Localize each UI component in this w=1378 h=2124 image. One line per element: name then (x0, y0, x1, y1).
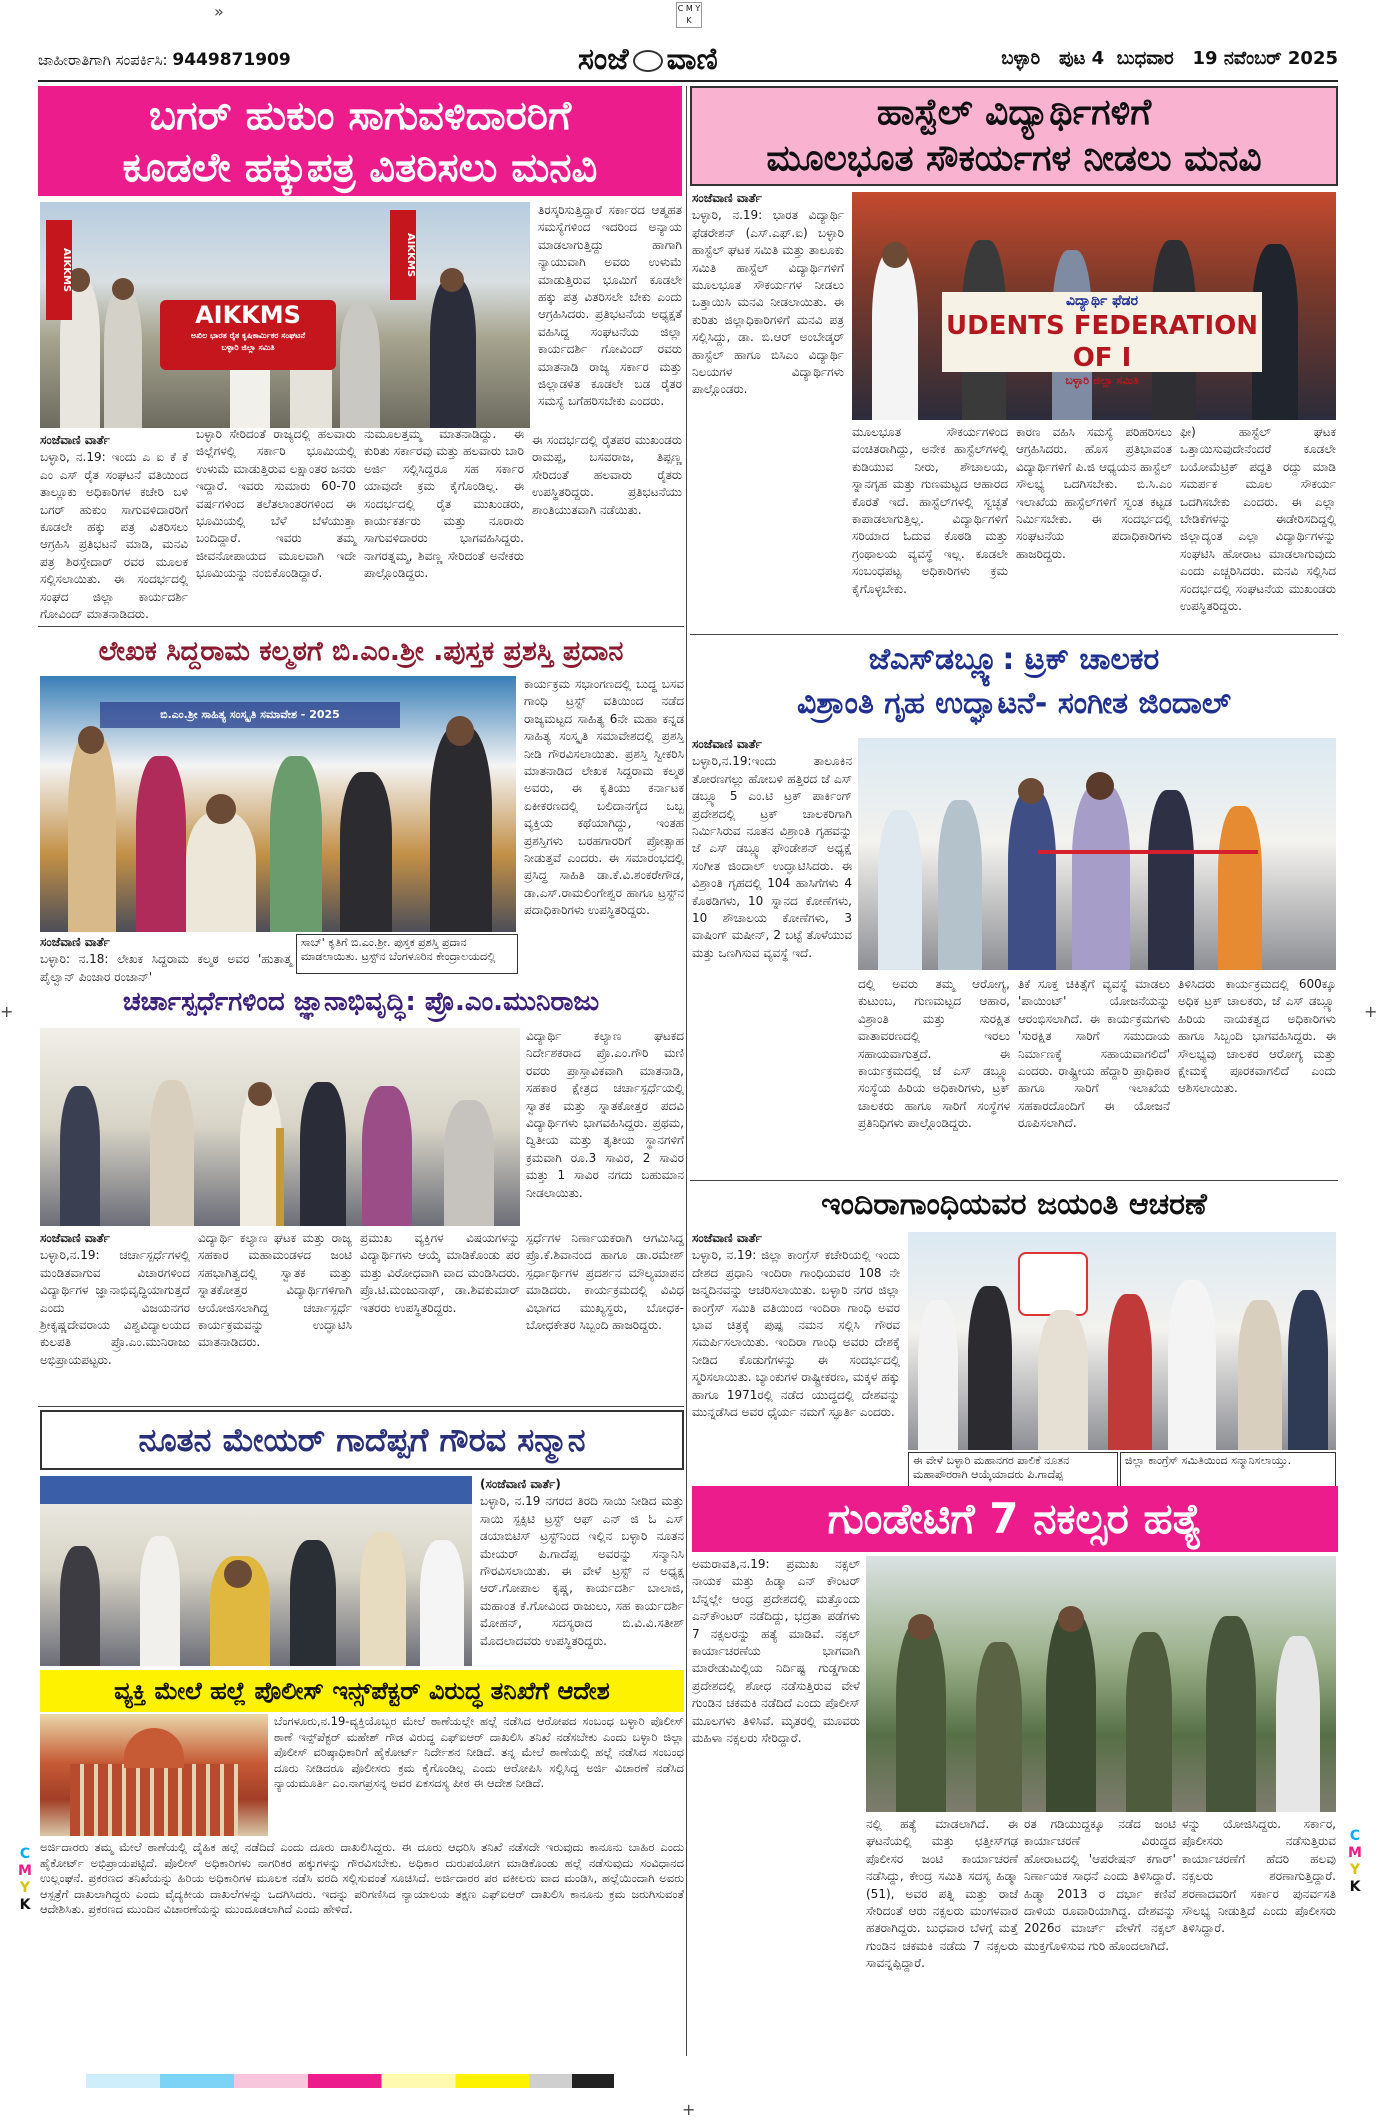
story1-column-4: ಈ ಸಂದರ್ಭದಲ್ಲಿ ರೈತಪರ ಮುಖಂಡರು ರಾಮಪ್ಪ, ಬಸವರಾಜ, ತಿಪ್ಪಣ್ಣ ಸೇರಿದಂತೆ ಹಲವಾರು ರೈತರು ಉಪಸ್ಥಿತರಿದ್ದರು. ಪ್ರತಿಭಟನೆಯು ಶಾಂತಿಯುತವಾಗಿ ನಡೆಯಿತು. (532, 433, 682, 517)
story2-photo (852, 192, 1336, 420)
byline: (ಸಂಜೆವಾಣಿ ವಾರ್ತೆ) (480, 1477, 561, 1491)
masthead (38, 40, 1338, 82)
story4-photo (858, 738, 1336, 970)
story6-caption-right: ಜಿಲ್ಲಾ ಕಾಂಗ್ರೆಸ್ ಸಮಿತಿಯಿಂದ ಸನ್ಮಾನಿಸಲಾಯ್ತು. (1120, 1452, 1336, 1488)
ad-contact-label: ಜಾಹೀರಾತಿಗಾಗಿ ಸಂಪರ್ಕಿಸಿ: (38, 51, 168, 69)
story5-column-right: ವಿದ್ಯಾರ್ಥಿ ಕಲ್ಯಾಣ ಘಟಕದ ನಿರ್ದೇಶಕರಾದ ಪ್ರೊ.ಎಂ.ಗೌರಿ ಮಣಿ ರವರು ಪ್ರಾಸ್ತಾವಿಕವಾಗಿ ಮಾತನಾಡಿ, ಸಹಕಾರ ಕ್ಷೇತ್ರದ ಚರ್ಚಾಸ್ಪರ್ಧೆಯಲ್ಲಿ ಸ್ವಾತಕ ಮತ್ತು ಸ್ನಾತಕೋತ್ತರ ಪದವಿ ವಿದ್ಯಾರ್ಥಿಗಳು ಭಾಗವಹಿಸಿದ್ದರು. ಪ್ರಥಮ, ದ್ವಿತೀಯ ಮತ್ತು ತೃತೀಯ ಸ್ಥಾನಗಳಿಗೆ ಕ್ರಮವಾಗಿ ರೂ.3 ಸಾವಿರ, 2 ಸಾವಿರ ಮತ್ತು 1 ಸಾವಿರ ನಗದು ಬಹುಮಾನ ನೀಡಲಾಯಿತು. (526, 1029, 684, 1200)
story8-headline: ಗುಂಡೇಟಿಗೆ 7 ನಕಲ್ಸರ ಹತ್ಯೆ (692, 1486, 1338, 1552)
congress-logo-icon (1018, 1252, 1088, 1316)
story3-headline: ಲೇಖಕ ಸಿದ್ದರಾಮ ಕಲ್ಮಠಗೆ ಬಿ.ಎಂ.ಶ್ರೀ .ಪುಸ್ತಕ ಪ್ರಶಸ್ತಿ ಪ್ರದಾನ (98, 636, 624, 667)
story4-column-3: ತಿಳಿಸಿದರು ಕಾರ್ಯಕ್ರಮದಲ್ಲಿ 600ಕ್ಕೂ ಅಧಿಕ ಟ್ರಕ್ ಚಾಲಕರು, ಜೆ ಎಸ್ ಡಬ್ಲ್ಯೂ ಹಿರಿಯ ನಾಯಕತ್ವದ ಅಧಿಕಾರಿಗಳು ಹಾಗೂ ಸಿಬ್ಬಂದಿ ಭಾಗವಹಿಸಿದ್ದರು. ಈ ಸೌಲಭ್ಯವು ಚಾಲಕರ ಆರೋಗ್ಯ ಮತ್ತು ಕ್ಷೇಮಕ್ಕೆ ಪೂರಕವಾಗಲಿದೆ ಎಂದು ಆಶಿಸಲಾಯಿತು. (1178, 977, 1336, 1096)
story8-column-2: ನಲ್ಲಿ ಹತ್ಯೆ ಮಾಡಲಾಗಿದೆ. ಈ ಘಟನೆಯಲ್ಲಿ ಮತ್ತು ಛತ್ತೀಸ್‌ಗಢ ಪೊಲೀಸರ ಜಂಟಿ ಕಾರ್ಯಾಚರಣೆ ನಡೆಸಿದ್ದು, ಕೇಂದ್ರ ಸಮಿತಿ ಸದಸ್ಯ ಹಿಡ್ಮಾ (51), ಅವರ ಪತ್ನಿ ಮತ್ತು ರಾಜೆ ಸೇರಿದಂತೆ ಆರು ನಕ್ಸಲರು ಮಂಗಳವಾರ ಹತರಾಗಿದ್ದರು. ಬುಧವಾರ ಬೆಳಗ್ಗೆ ಮತ್ತೆ ಗುಂಡಿನ ಚಕಮಕಿ ನಡೆದು 7 ನಕ್ಸಲರು ಸಾವನ್ನಪ್ಪಿದ್ದಾರೆ. (866, 1817, 1018, 1971)
story8-photo (866, 1556, 1336, 1812)
story4-column-2: ತಿಕೆ ಸೂಕ್ತ ಚಿಕಿತ್ಸೆಗೆ ವ್ಯವಸ್ಥೆ ಮಾಡಲು 'ಪಾಯಿಂಟ್' ಯೋಜನೆಯನ್ನು ಆರಂಭಿಸಲಾಗಿದೆ. ಈ ಕಾರ್ಯಕ್ರಮಗಳು 'ಸುರಕ್ಷಿತ ಸಾರಿಗೆ ಸಮುದಾಯ ನಿರ್ಮಾಣಕ್ಕೆ ಸಹಾಯವಾಗಲಿದೆ' ಎಂದರು. ರಾಷ್ಟ್ರೀಯ ಹೆದ್ದಾರಿ ಪ್ರಾಧಿಕಾರ ಹಾಗೂ ಸಾರಿಗೆ ಇಲಾಖೆಯ ಸಹಕಾರದೊಂದಿಗೆ ಈ ಯೋಜನೆ ರೂಪಿಸಲಾಗಿದೆ. (1018, 977, 1170, 1131)
story6-column (692, 1230, 900, 1480)
story1-column-2: ಬಳ್ಳಾರಿ ಸೇರಿದಂತೆ ರಾಜ್ಯದಲ್ಲಿ ಹಲವಾರು ಜಿಲ್ಲೆಗಳಲ್ಲಿ ಸರ್ಕಾರಿ ಭೂಮಿಯಲ್ಲಿ ಉಳುಮೆ ಮಾಡುತ್ತಿರುವ ಲಕ್ಷಾಂತರ ಜನರು ಇದ್ದಾರೆ. ಇವರು ಸುಮಾರು 60-70 ವರ್ಷಗಳಿಂದ ತಲೆತಲಾಂತರಗಳಿಂದ ಈ ಭೂಮಿಯಲ್ಲಿ ಬೆಳೆ ಬೆಳೆಯುತ್ತಾ ಬಂದಿದ್ದಾರೆ. ಇವರು ತಮ್ಮ ಜೀವನೋಪಾಯದ ಮೂಲವಾಗಿ ಇದೇ ಭೂಮಿಯನ್ನು ನಂಬಿಕೊಂಡಿದ್ದಾರೆ. (196, 427, 356, 581)
aikkms-banner: AIKKMS ಅಖಿಲ ಭಾರತ ರೈತ ಕೃಷಿಕಾರ್ಮಿಕರ ಸಂಘಟನೆ ಬಳ್ಳಾರಿ ಜಿಲ್ಲಾ ಸಮಿತಿ (160, 300, 336, 370)
story6-text: ಬಳ್ಳಾರಿ, ನ.19: ಜಿಲ್ಲಾ ಕಾಂಗ್ರೆಸ್ ಕಚೇರಿಯಲ್ಲಿ ಇಂದು ದೇಶದ ಪ್ರಧಾನಿ ಇಂದಿರಾ ಗಾಂಧಿಯವರ 108 ನೇ ಜನ್ಮದಿನವನ್ನು ಆಚರಿಸಲಾಯಿತು. ಬಳ್ಳಾರಿ ನಗರ ಜಿಲ್ಲಾ ಕಾಂಗ್ರೆಸ್ ಸಮಿತಿ ವತಿಯಿಂದ ಇಂದಿರಾ ಗಾಂಧಿ ಅವರ ಭಾವ ಚಿತ್ರಕ್ಕೆ ಪುಷ್ಪ ನಮನ ಸಲ್ಲಿಸಿ ಗೌರವ ಸಮರ್ಪಿಸಲಾಯಿತು. ಇಂದಿರಾ ಗಾಂಧಿ ಅವರು ದೇಶಕ್ಕೆ ನೀಡಿದ ಕೊಡುಗೆಗಳನ್ನು ಈ ಸಂದರ್ಭದಲ್ಲಿ ಸ್ಮರಿಸಲಾಯಿತು. ಬ್ಯಾಂಕುಗಳ ರಾಷ್ಟ್ರೀಕರಣ, ಮಕ್ಕಳ ಹಕ್ಕು ಹಾಗೂ 1971ರಲ್ಲಿ ನಡೆದ ಯುದ್ಧದಲ್ಲಿ ದೇಶವನ್ನು ಮುನ್ನಡೆಸಿದ ಅವರ ಧೈರ್ಯ ನಮಗೆ ಸ್ಫೂರ್ತಿ ಎಂದರು. (692, 1248, 900, 1420)
crop-mark-icon: + (1364, 1002, 1378, 1021)
byline: ಸಂಜೆವಾಣಿ ವಾರ್ತೆ (40, 433, 110, 447)
dome-icon (124, 1728, 184, 1768)
story5-column-3: ಪ್ರಮುಖ ವ್ಯಕ್ತಿಗಳ ವಿಷಯಗಳನ್ನು ವಿದ್ಯಾರ್ಥಿಗಳು ಆಯ್ಕೆ ಮಾಡಿಕೊಂಡು ಪರ ಮತ್ತು ವಿರೋಧವಾಗಿ ವಾದ ಮಂಡಿಸಿದರು. ಪ್ರೊ.ಟಿ.ಮಂಜುನಾಥ್, ಡಾ.ಶಿವಕುಮಾರ್ ಇತರರು ಉಪಸ್ಥಿತರಿದ್ದರು. (360, 1231, 520, 1315)
story3-photo (40, 676, 516, 932)
story2-column-1: ಮೂಲಭೂತ ಸೌಕರ್ಯಗಳಿಂದ ವಂಚಿತರಾಗಿದ್ದು, ಅನೇಕ ಹಾಸ್ಟೆಲ್‌ಗಳಲ್ಲಿ ಕುಡಿಯುವ ನೀರು, ಶೌಚಾಲಯ, ಸ್ನಾನಗೃಹ ಮತ್ತು ಗುಣಮಟ್ಟದ ಆಹಾರದ ಕೊರತೆ ಇದೆ. ಹಾಸ್ಟೆಲ್‌ಗಳಲ್ಲಿ ಸ್ವಚ್ಛತೆ ಕಾಪಾಡಲಾಗುತ್ತಿಲ್ಲ. ವಿದ್ಯಾರ್ಥಿಗಳಿಗೆ ಸರಿಯಾದ ಓದುವ ಕೊಠಡಿ ಮತ್ತು ಗ್ರಂಥಾಲಯ ವ್ಯವಸ್ಥೆ ಇಲ್ಲ. ಕೂಡಲೇ ಸಂಬಂಧಪಟ್ಟ ಅಧಿಕಾರಿಗಳು ಕ್ರಮ ಕೈಗೊಳ್ಳಬೇಕು. (852, 425, 1008, 596)
story7-headline: ನೂತನ ಮೇಯರ್ ಗಾದೆಪ್ಪಗೆ ಗೌರವ ಸನ್ಮಾನ (40, 1410, 684, 1470)
issue-day: ಬುಧವಾರ (1116, 48, 1174, 69)
section-divider (38, 626, 684, 627)
city: ಬಳ್ಳಾರಿ (1001, 48, 1041, 69)
stage-banner (40, 1476, 472, 1504)
story8-column-4: ಳನ್ನು ಯೋಜಿಸಿದ್ದರು. ಸರ್ಕಾರ, ಪೊಲೀಸರು ನಡೆಸುತ್ತಿರುವ ಕಾರ್ಯಾಚರಣೆಗೆ ಹೆದರಿ ಹಲವು ನಕ್ಸಲರು ಶರಣಾಗುತ್ತಿದ್ದಾರೆ. ಶರಣಾದವರಿಗೆ ಸರ್ಕಾರ ಪುನರ್ವಸತಿ ಸೌಲಭ್ಯ ನೀಡುತ್ತಿದೆ ಎಂದು ಪೊಲೀಸರು ತಿಳಿಸಿದ್ದಾರೆ. (1182, 1817, 1336, 1936)
aikkms-placard: AIKKMS (390, 210, 416, 300)
story4-column-left (692, 736, 852, 1176)
story8-column-3: ರತ ಗಡಿಯುದ್ದಕ್ಕೂ ನಡೆದ ಜಂಟಿ ಕಾರ್ಯಾಚರಣೆ ವಿರುದ್ಧದ ಹೋರಾಟದಲ್ಲಿ 'ಆಪರೇಷನ್ ಕಗಾರ್' ನಿರ್ಣಾಯಕ ಸಾಧನೆ ಎಂದು ತಿಳಿಸಿದ್ದಾರೆ. ಹಿಡ್ಮಾ 2013 ರ ದರ್ಭಾ ಕಣಿವೆ ದಾಳಿಯ ರೂವಾರಿಯಾಗಿದ್ದ. ದೇಶವನ್ನು 2026ರ ಮಾರ್ಚ್ ವೇಳೆಗೆ ನಕ್ಸಲ್ ಮುಕ್ತಗೊಳಿಸುವ ಗುರಿ ಹೊಂದಲಾಗಿದೆ. (1024, 1817, 1176, 1953)
byline: ಸಂಜೆವಾಣಿ ವಾರ್ತೆ (40, 935, 110, 949)
cmyk-color-patch: C M Y K (676, 2, 702, 28)
story5-column-4: ಸ್ಪರ್ಧೆಗಳ ನಿರ್ಣಾಯಕರಾಗಿ ಆಗಮಿಸಿದ್ದ ಪ್ರೊ.ಕೆ.ಶಿವಾನಂದ ಹಾಗೂ ಡಾ.ರಮೇಶ್ ಸ್ಪರ್ಧಾರ್ಥಿಗಳ ಪ್ರದರ್ಶನ ಮೌಲ್ಯಮಾಪನ ಮಾಡಿದರು. ಕಾರ್ಯಕ್ರಮದಲ್ಲಿ ವಿವಿಧ ವಿಭಾಗದ ಮುಖ್ಯಸ್ಥರು, ಬೋಧಕ-ಬೋಧಕೇತರ ಸಿಬ್ಬಂದಿ ಹಾಜರಿದ್ದರು. (526, 1231, 684, 1333)
story6-photo (908, 1232, 1336, 1450)
story6-caption-left: ಈ ವೇಳೆ ಬಳ್ಳಾರಿ ಮಹಾನಗರ ಪಾಲಿಕೆ ನೂತನ ಮಹಾಪೌರರಾಗಿ ಆಯ್ಕೆಯಾದರು ಪಿ.ಗಾದೆಪ್ಪ (908, 1452, 1118, 1488)
byline: ಸಂಜೆವಾಣಿ ವಾರ್ತೆ (692, 737, 762, 751)
story1-column-1 (40, 432, 188, 622)
column-divider (686, 86, 687, 2056)
story9-headline: ವ್ಯಕ್ತಿ ಮೇಲೆ ಹಲ್ಲೆ ಪೊಲೀಸ್ ಇನ್ಸ್‌ಪೆಕ್ಟರ್ ವಿರುದ್ಧ ತನಿಖೆಗೆ ಆದೇಶ (40, 1670, 684, 1712)
crop-mark-icon: + (0, 1002, 14, 1021)
sfi-banner: ವಿದ್ಯಾರ್ಥಿ ಫೆಡರ UDENTS FEDERATION OF I ಬಳ್ಳಾರಿ ಜಿಲ್ಲಾ ಸಮಿತಿ (942, 292, 1262, 372)
story7-text: ಬಳ್ಳಾರಿ, ನ.19 ನಗರದ ತಿರದಿ ಸಾಯಿ ನೀಡಿದ ಮತ್ತು ಸಾಯಿ ಸ್ಪಕ್ಸಿಟಿ ಟ್ರಸ್ಟ್ ಆಫ್ ಎನ್ ಜಿ ಓ ಎಸ್ ಡಯಾಬಿಟಿಸ್ ಟ್ರಸ್ಟ್‌ನಿಂದ ಇಲ್ಲಿನ ಬಳ್ಳಾರಿ ನೂತನ ಮೇಯರ್ ಪಿ.ಗಾದೆಪ್ಪ ಅವರನ್ನು ಸನ್ಮಾನಿಸಿ ಗೌರವಿಸಲಾಯಿತು. ಈ ವೇಳೆ ಟ್ರಸ್ಟ್ ನ ಅಧ್ಯಕ್ಷ ಆರ್.ಗೋಪಾಲ ಕೃಷ್ಣ, ಕಾರ್ಯದರ್ಶಿ ಬಾಲಾಜಿ, ಮಹಾಂತ ಕೆ.ಗೋವಿಂದ ರಾಜುಲು, ಸಹ ಕಾರ್ಯದರ್ಶಿ ಮೋಹನ್, ಸದಸ್ಯರಾದ ಬಿ.ವಿ.ವಿ.ಸತೀಶ್ ಮೊದಲಾದವರು ಉಪಸ್ಥಿತರಿದ್ದರು. (480, 1494, 684, 1648)
story5-column-1 (40, 1230, 190, 1404)
cmyk-side-marks-left: C M Y K (18, 1846, 32, 1913)
story1-text-1: ಬಳ್ಳಾರಿ, ನ.19: ಇಂದು ಎ ಐ ಕೆ ಕೆ ಎಂ ಎಸ್ ರೈತ ಸಂಘಟನೆ ವತಿಯಿಂದ ತಾಲ್ಲೂಕು ಅಧಿಕಾರಿಗಳ ಕಚೇರಿ ಬಳಿ ಬಗರ್ ಹುಕುಂ ಸಾಗುವಳಿದಾರರಿಗೆ ಕೂಡಲೇ ಹಕ್ಕು ಪತ್ರ ವಿತರಿಸಲು ಆಗ್ರಹಿಸಿ ಪ್ರತಿಭಟನೆ ಮಾಡಿ, ಮನವಿ ಪತ್ರ ಶಿರಸ್ತೇದಾರ್ ರವರ ಮೂಲಕ ಸಲ್ಲಿಸಲಾಯಿತು. ಈ ಸಂದರ್ಭದಲ್ಲಿ ಸಂಘದ ಜಿಲ್ಲಾ ಕಾರ್ಯದರ್ಶಿ ಗೋವಿಂದ್ ಮಾತನಾಡಿದರು. (40, 450, 188, 622)
story2-text-left: ಬಳ್ಳಾರಿ, ನ.19: ಭಾರತ ವಿದ್ಯಾರ್ಥಿ ಫೆಡರೇಶನ್ (ಎಸ್.ಎಫ್.ಐ) ಬಳ್ಳಾರಿ ಹಾಸ್ಟೆಲ್ ಘಟಕ ಸಮಿತಿ ಮತ್ತು ತಾಲೂಕು ಸಮಿತಿ ಹಾಸ್ಟೆಲ್ ವಿದ್ಯಾರ್ಥಿಗಳಿಗೆ ಮೂಲಭೂತ ಸೌಕರ್ಯಗಳ ನೀಡಲು ಒತ್ತಾಯಿಸಿ ಮನವಿ ನೀಡಲಾಯಿತು. ಈ ಕುರಿತು ಜಿಲ್ಲಾಧಿಕಾರಿಗಳಿಗೆ ಮನವಿ ಪತ್ರ ಸಲ್ಲಿಸಿದ್ದು, ಡಾ. ಬಿ.ಆರ್ ಅಂಬೇಡ್ಕರ್ ಹಾಸ್ಟೆಲ್ ಹಾಗೂ ಬಿಸಿಎಂ ವಿದ್ಯಾರ್ಥಿ ನಿಲಯಗಳ ವಿದ್ಯಾರ್ಥಿಗಳು ಪಾಲ್ಗೊಂಡರು. (692, 208, 844, 397)
story5-column-2: ವಿದ್ಯಾರ್ಥಿ ಕಲ್ಯಾಣ ಘಟಕ ಮತ್ತು ರಾಜ್ಯ ಸಹಕಾರ ಮಹಾಮಂಡಳದ ಜಂಟಿ ಸಹಭಾಗಿತ್ವದಲ್ಲಿ ಸ್ವಾತಕ ಮತ್ತು ಸ್ನಾತಕೋತ್ತರ ವಿದ್ಯಾರ್ಥಿಗಳಿಗಾಗಿ ಆಯೋಜಿಸಲಾಗಿದ್ದ ಚರ್ಚಾಸ್ಪರ್ಧೆ ಕಾರ್ಯಕ್ರಮವನ್ನು ಉದ್ಘಾಟಿಸಿ ಮಾತನಾಡಿದರು. (198, 1231, 352, 1350)
ad-contact (38, 50, 291, 70)
logo-text-right: ವಾಣಿ (666, 42, 718, 77)
cmyk-side-marks-right: C M Y K (1348, 1828, 1362, 1895)
story7-column (480, 1476, 684, 1660)
story3-caption-right: ಸಾಬ್' ಕೃತಿಗೆ ಬಿ.ಎಂ.ಶ್ರೀ. ಪುಸ್ತಕ ಪ್ರಶಸ್ತಿ ಪ್ರದಾನ ಮಾಡಲಾಯಿತು. ಟ್ರಸ್ಟ್‌ನ ಬೆಂಗಳೂರಿನ ಕೇಂದ್ರಾಲಯದಲ್ಲಿ (296, 934, 518, 974)
section-divider (690, 634, 1338, 635)
color-calibration-bar (86, 2074, 614, 2088)
story9-column-top: ಬೆಂಗಳೂರು,ನ.19-ವ್ಯಕ್ತಿಯೊಬ್ಬರ ಮೇಲೆ ಠಾಣೆಯಲ್ಲೇ ಹಲ್ಲೆ ನಡೆಸಿದ ಆರೋಪದ ಸಂಬಂಧ ಬಳ್ಳಾರಿ ಪೊಲೀಸ್ ಠಾಣೆ ಇನ್ಸ್‌ಪೆಕ್ಟರ್ ಮಹೇಶ್ ಗೌಡ ವಿರುದ್ಧ ಎಫ್‌ಐಆರ್ ದಾಖಲಿಸಿ ತನಿಖೆ ನಡೆಸಬೇಕು ಎಂದು ಬಳ್ಳಾರಿ ಜಿಲ್ಲಾ ಪೊಲೀಸ್ ವರಿಷ್ಠಾಧಿಕಾರಿಗೆ ಹೈಕೋರ್ಟ್ ನಿರ್ದೇಶನ ನೀಡಿದೆ. ತನ್ನ ಮೇಲೆ ಠಾಣೆಯಲ್ಲಿ ಹಲ್ಲೆ ನಡೆಸಿದ ಸಂಬಂಧ ದೂರು ನೀಡಿದರೂ ಪೊಲೀಸರು ಕ್ರಮ ಕೈಗೊಂಡಿಲ್ಲ ಎಂದು ಆರೋಪಿಸಿ ಸಲ್ಲಿಸಿದ್ದ ಅರ್ಜಿ ವಿಚಾರಣೆ ನಡೆಸಿದ ನ್ಯಾಯಮೂರ್ತಿ ಎಂ.ನಾಗಪ್ರಸನ್ನ ಅವರ ಏಕಸದಸ್ಯ ಪೀಠ ಈ ಆದೇಶ ನೀಡಿದೆ. (274, 1714, 684, 1790)
story1-headline: ಬಗರ್ ಹುಕುಂ ಸಾಗುವಳಿದಾರರಿಗೆ ಕೂಡಲೇ ಹಕ್ಕುಪತ್ರ ವಿತರಿಸಲು ಮನವಿ (38, 86, 682, 196)
ad-contact-number: 9449871909 (172, 50, 291, 70)
arrow-icon: » (214, 2, 224, 21)
story5-headline: ಚರ್ಚಾಸ್ಪರ್ಧೆಗಳಿಂದ ಜ್ಞಾನಾಭಿವೃದ್ಧಿ: ಪ್ರೊ.ಎಂ.ಮುನಿರಾಜು (122, 987, 600, 1017)
section-divider (38, 1406, 684, 1407)
issue-info (1001, 48, 1338, 69)
story2-column-left (692, 190, 844, 630)
story3-column: ಕಾರ್ಯಕ್ರಮ ಸಭಾಂಗಣದಲ್ಲಿ ಬುದ್ಧ ಬಸವ ಗಾಂಧಿ ಟ್ರಸ್ಟ್ ವತಿಯಿಂದ ನಡೆದ ರಾಜ್ಯಮಟ್ಟದ ಸಾಹಿತ್ಯ 6ನೇ ಮಹಾ ಕನ್ನಡ ಸಾಹಿತ್ಯ ಸಂಸ್ಕೃತಿ ಸಮಾವೇಶದಲ್ಲಿ ಪ್ರಶಸ್ತಿ ನೀಡಿ ಗೌರವಿಸಲಾಯಿತು. ಪ್ರಶಸ್ತಿ ಸ್ವೀಕರಿಸಿ ಮಾತನಾಡಿದ ಲೇಖಕ ಸಿದ್ದರಾಮ ಕಲ್ಮಠ ಅವರು, ಈ ಕೃತಿಯು ಕರ್ನಾಟಕ ಏಕೀಕರಣದಲ್ಲಿ ಬಲಿದಾನಗೈದ ಒಬ್ಬ ವ್ಯಕ್ತಿಯ ಕಥೆಯಾಗಿದ್ದು, ಇಂತಹ ಪ್ರಶಸ್ತಿಗಳು ಬರಹಗಾರರಿಗೆ ಪ್ರೋತ್ಸಾಹ ನೀಡುತ್ತವೆ ಎಂದರು. ಈ ಸಮಾರಂಭದಲ್ಲಿ ಪ್ರಸಿದ್ಧ ಸಾಹಿತಿ ಡಾ.ಕೆ.ವಿ.ಶಂಕರೇಗೌಡ, ಡಾ.ಎಸ್.ರಾಮಲಿಂಗೇಶ್ವರ ಹಾಗೂ ಟ್ರಸ್ಟ್‌ನ ಪದಾಧಿಕಾರಿಗಳು ಉಪಸ್ಥಿತರಿದ್ದರು. (524, 677, 684, 918)
story4-text-left: ಬಳ್ಳಾರಿ,ನ.19:ಇಂದು ತಾಲೂಕಿನ ತೋರಣಗಲ್ಲು ಹೋಬಳಿ ಹತ್ತಿರದ ಜೆ ಎಸ್ ಡಬ್ಲ್ಯೂ 5 ಎಂ.ಟಿ ಟ್ರಕ್ ಪಾರ್ಕಿಂಗ್ ಪ್ರದೇಶದಲ್ಲಿ ಟ್ರಕ್ ಚಾಲಕರಿಗಾಗಿ ನಿರ್ಮಿಸಿರುವ ನೂತನ ವಿಶ್ರಾಂತಿ ಗೃಹವನ್ನು ಜೆ ಎಸ್ ಡಬ್ಲ್ಯೂ ಫೌಂಡೇಶನ್ ಅಧ್ಯಕ್ಷೆ ಸಂಗೀತ ಜಿಂದಾಲ್ ಉದ್ಘಾಟಿಸಿದರು. ಈ ವಿಶ್ರಾಂತಿ ಗೃಹದಲ್ಲಿ 104 ಹಾಸಿಗೆಗಳು 4 ಕೊಠಡಿಗಳು, 10 ಸ್ನಾನದ ಕೋಣೆಗಳು, 10 ಶೌಚಾಲಯ ಕೋಣೆಗಳು, 3 ವಾಷಿಂಗ್ ಮಷೀನ್, 2 ಬಟ್ಟೆ ತೊಳೆಯುವ ಮತ್ತು ಒಣಗಿಸುವ ವ್ಯವಸ್ಥೆ ಇದೆ. (692, 754, 852, 960)
story4-column-1: ದಲ್ಲಿ ಅವರು ತಮ್ಮ ಆರೋಗ್ಯ, ಕುಟುಂಬ, ಗುಣಮಟ್ಟದ ಆಹಾರ, ವಿಶ್ರಾಂತಿ ಮತ್ತು ಸುರಕ್ಷಿತ ವಾತಾವರಣದಲ್ಲಿ ಇರಲು ಸಹಾಯವಾಗುತ್ತದೆ. ಈ ಕಾರ್ಯಕ್ರಮದಲ್ಲಿ ಜೆ ಎಸ್ ಡಬ್ಲ್ಯೂ ಸಂಸ್ಥೆಯ ಹಿರಿಯ ಅಧಿಕಾರಿಗಳು, ಟ್ರಕ್ ಚಾಲಕರು ಹಾಗೂ ಸಾರಿಗೆ ಸಂಸ್ಥೆಗಳ ಪ್ರತಿನಿಧಿಗಳು ಪಾಲ್ಗೊಂಡಿದ್ದರು. (858, 977, 1010, 1131)
ribbon (1038, 850, 1258, 854)
story9-photo (40, 1714, 268, 1836)
event-backdrop-banner: ಬಿ.ಎಂ.ಶ್ರೀ ಸಾಹಿತ್ಯ ಸಂಸ್ಕೃತಿ ಸಮಾವೇಶ - 2025 (100, 702, 400, 728)
page-number: ಪುಟ 4 (1058, 48, 1105, 69)
story2-column-2: ಕಾರಣ ವಹಿಸಿ ಸಮಸ್ಯೆ ಪರಿಹರಿಸಲು ಆಗ್ರಹಿಸಿದರು. ಹೊಸ ಪ್ರತಿಭಾವಂತ ವಿದ್ಯಾರ್ಥಿಗಳಿಗೆ ಪಿ.ಜಿ ಆಧ್ಯಯನ ಹಾಸ್ಟೆಲ್ ಸೌಲಭ್ಯ ಒದಗಿಸಬೇಕು. ಬಿ.ಸಿ.ಎಂ ಇಲಾಖೆಯ ಹಾಸ್ಟೆಲ್‌ಗಳಿಗೆ ಸ್ವಂತ ಕಟ್ಟಡ ನಿರ್ಮಿಸಬೇಕು. ಈ ಸಂದರ್ಭದಲ್ಲಿ ಸಂಘಟನೆಯ ಪದಾಧಿಕಾರಿಗಳು ಹಾಜರಿದ್ದರು. (1016, 425, 1172, 561)
court-building (70, 1764, 238, 1836)
story3-caption-text: ಬಳ್ಳಾರಿ: ನ.18: ಲೇಖಕ ಸಿದ್ದರಾಮ ಕಲ್ಮಠ ಅವರ 'ಹುತಾತ್ಮ ಪೈಲ್ವಾನ್ ಪಿಂಜಾರ ರಂಜಾನ್' (40, 952, 292, 984)
byline: ಸಂಜೆವಾಣಿ ವಾರ್ತೆ (692, 191, 762, 205)
story3-caption-left (40, 934, 292, 984)
lamp-icon (276, 1128, 284, 1226)
globe-icon (633, 50, 663, 72)
story6-headline: ಇಂದಿರಾಗಾಂಧಿಯವರ ಜಯಂತಿ ಆಚರಣೆ (821, 1187, 1207, 1222)
section-divider (690, 1180, 1338, 1181)
byline: ಸಂಜೆವಾಣಿ ವಾರ್ತೆ (40, 1231, 110, 1245)
story1-column-right: ತಿರಸ್ಕರಿಸುತ್ತಿದ್ದಾರೆ ಸರ್ಕಾರದ ಆತ್ಮಹತ ಸಮಸ್ಯೆಗಳಿಂದ ಇದರಿಂದ ಅನ್ಯಾಯ ಮಾಡಲಾಗುತ್ತಿದ್ದು ಹಾಗಾಗಿ ನ್ಯಾಯುವಾಗಿ ಅವರು ಉಳುಮೆ ಮಾಡುತ್ತಿರುವ ಭೂಮಿಗೆ ಕೂಡಲೇ ಹಕ್ಕು ಪತ್ರ ವಿತರಿಸಲೇ ಬೇಕು ಎಂದು ಆಗ್ರಹಿಸಿದರು. ಪ್ರತಿಭಟನೆಯ ಅಧ್ಯಕ್ಷತೆ ವಹಿಸಿದ್ದ ಸಂಘಟನೆಯ ಜಿಲ್ಲಾ ಕಾರ್ಯದರ್ಶಿ ಗೋವಿಂದ್ ರವರು ಮಾತನಾಡಿ ರಾಜ್ಯ ಸರ್ಕಾರ ಮತ್ತು ಜಿಲ್ಲಾಡಳಿತ ಕೂಡಲೇ ಬಡ ರೈತರ ಸಮಸ್ಯೆ ಬಗೆಹರಿಸಬೇಕು ಎಂದರು. (538, 203, 682, 409)
story5-text-1: ಬಳ್ಳಾರಿ,ನ.19: ಚರ್ಚಾಸ್ಪರ್ಧೆಗಳಲ್ಲಿ ಮಂಡಿತವಾಗುವ ವಿಚಾರಗಳಿಂದ ವಿದ್ಯಾರ್ಥಿಗಳ ಜ್ಞಾನಾಭಿವೃದ್ಧಿಯಾಗುತ್ತದೆ ಎಂದು ವಿಜಯನಗರ ಶ್ರೀಕೃಷ್ಣದೇವರಾಯ ವಿಶ್ವವಿದ್ಯಾಲಯದ ಕುಲಪತಿ ಪ್ರೊ.ಎಂ.ಮುನಿರಾಜು ಅಭಿಪ್ರಾಯಪಟ್ಟರು. (40, 1248, 190, 1367)
story8-column-1: ಅಮರಾವತಿ,ನ.19: ಪ್ರಮುಖ ನಕ್ಸಲ್ ನಾಯಕ ಮತ್ತು ಹಿಡ್ಮಾ ಎನ್ ಕೌಂಟರ್ ಬೆನ್ನಲ್ಲೇ ಆಂಧ್ರ ಪ್ರದೇಶದಲ್ಲಿ ಮತ್ತೊಂದು ಎನ್‌ಕೌಂಟರ್ ನಡೆದಿದ್ದು, ಭದ್ರತಾ ಪಡೆಗಳು 7 ನಕ್ಸಲರನ್ನು ಹತ್ಯೆ ಮಾಡಿವೆ. ನಕ್ಸಲ್ ಕಾರ್ಯಾಚರಣೆಯ ಭಾಗವಾಗಿ ಮಾರೇಡುಮಿಲ್ಲಿಯ ನಿರ್ದಿಷ್ಟ ಗುಡ್ಡಗಾಡು ಪ್ರದೇಶದಲ್ಲಿ ಶೋಧ ನಡೆಸುತ್ತಿರುವ ವೇಳೆ ಗುಂಡಿನ ಚಕಮಕಿ ನಡೆದಿದೆ ಎಂದು ಪೊಲೀಸ್ ಮೂಲಗಳು ತಿಳಿಸಿವೆ. ಮೃತರಲ್ಲಿ ಮೂವರು ಮಹಿಳಾ ನಕ್ಸಲರು ಸೇರಿದ್ದಾರೆ. (692, 1557, 860, 1746)
story1-photo (40, 202, 530, 428)
story9-column-bottom: ಅರ್ಜಿದಾರರು ತಮ್ಮ ಮೇಲೆ ಠಾಣೆಯಲ್ಲಿ ದೈಹಿಕ ಹಲ್ಲೆ ನಡೆದಿದೆ ಎಂದು ದೂರು ದಾಖಲಿಸಿದ್ದರು. ಈ ದೂರು ಆಧರಿಸಿ ತನಿಖೆ ನಡೆಸದೇ ಇರುವುದು ಕಾನೂನು ಬಾಹಿರ ಎಂದು ಹೈಕೋರ್ಟ್ ಅಭಿಪ್ರಾಯಪಟ್ಟಿದೆ. ಪೊಲೀಸ್ ಅಧಿಕಾರಿಗಳು ನಾಗರಿಕರ ಹಕ್ಕುಗಳನ್ನು ಗೌರವಿಸಬೇಕು. ಅಧಿಕಾರ ದುರುಪಯೋಗ ಮಾಡಿಕೊಂಡು ಹಲ್ಲೆ ನಡೆಸುವುದು ಸಂವಿಧಾನದ ಉಲ್ಲಂಘನೆ. ಪ್ರಕರಣದ ತನಿಖೆಯನ್ನು ಹಿರಿಯ ಅಧಿಕಾರಿಗಳ ಮೂಲಕ ನಡೆಸಿ ವರದಿ ಸಲ್ಲಿಸುವಂತೆ ಸೂಚಿಸಿದೆ. ಅರ್ಜಿದಾರರ ಪರ ವಕೀಲರು ವಾದ ಮಂಡಿಸಿ, ಹಲ್ಲೆಯಿಂದಾಗಿ ಅವರು ಆಸ್ಪತ್ರೆಗೆ ದಾಖಲಾಗಿದ್ದರು ಎಂದು ವೈದ್ಯಕೀಯ ದಾಖಲೆಗಳನ್ನು ಒದಗಿಸಿದರು. ಇದನ್ನು ಪರಿಗಣಿಸಿದ ನ್ಯಾಯಾಲಯ ತಕ್ಷಣ ಎಫ್‌ಐಆರ್ ದಾಖಲಿಸಿ ಕಾನೂನು ಕ್ರಮ ಜರುಗಿಸುವಂತೆ ಆದೇಶಿಸಿತು. ಪ್ರಕರಣದ ಮುಂದಿನ ವಿಚಾರಣೆಯನ್ನು ಮುಂದೂಡಲಾಗಿದೆ ಎಂದು ಹೇಳಿದೆ. (40, 1840, 684, 1916)
story7-photo (40, 1476, 472, 1666)
story4-headline: ಜೆಎಸ್‌ಡಬ್ಲ್ಯೂ: ಟ್ರಕ್ ಚಾಲಕರ ವಿಶ್ರಾಂತಿ ಗೃಹ ಉದ್ಘಾಟನೆ- ಸಂಗೀತ ಜಿಂದಾಲ್ (796, 642, 1232, 721)
story2-headline: ಹಾಸ್ಟೆಲ್ ವಿದ್ಯಾರ್ಥಿಗಳಿಗೆ ಮೂಲಭೂತ ಸೌಕರ್ಯಗಳ ನೀಡಲು ಮನವಿ (690, 86, 1338, 186)
issue-date: 19 ನವೆಂಬರ್ 2025 (1192, 48, 1338, 69)
byline: ಸಂಜೆವಾಣಿ ವಾರ್ತೆ (692, 1231, 762, 1245)
crop-mark-icon: + (682, 2100, 696, 2119)
aikkms-placard: AIKKMS (46, 220, 72, 320)
story1-column-3: ನುಮೂಲತ್ತಮ್ಮ ಮಾತನಾಡಿದ್ದು. ಈ ಕುರಿತು ಸರ್ಕಾರವು ಮತ್ತು ಹಲವಾರು ಬಾರಿ ಅರ್ಜಿ ಸಲ್ಲಿಸಿದ್ದರೂ ಸಹ ಸರ್ಕಾರ ಯಾವುದೇ ಕ್ರಮ ಕೈಗೊಂಡಿಲ್ಲ. ಈ ಸಂದರ್ಭದಲ್ಲಿ ರೈತ ಮುಖಂಡರು, ಕಾರ್ಯಕರ್ತರು ಮತ್ತು ನೂರಾರು ಸಾಗುವಳಿದಾರರು ಭಾಗವಹಿಸಿದ್ದರು. ನಾಗರತ್ನಮ್ಮ, ಶಿವಣ್ಣ ಸೇರಿದಂತೆ ಅನೇಕರು ಪಾಲ್ಗೊಂಡಿದ್ದರು. (364, 427, 524, 581)
story5-photo (40, 1028, 520, 1226)
story2-column-3: ಫೀ) ಹಾಸ್ಟೆಲ್ ಘಟಕ ಒತ್ತಾಯಿಸುವುದೇನೆಂದರೆ ಕೂಡಲೇ ಬಯೋಮೆಟ್ರಿಕ್ ಪದ್ದತಿ ರದ್ದು ಮಾಡಿ ಸಮರ್ಪಕ ಮೂಲ ಸೌಕರ್ಯ ಒದಗಿಸಬೇಕು ಎಂದರು. ಈ ಎಲ್ಲಾ ಬೇಡಿಕೆಗಳನ್ನು ಈಡೇರಿಸದಿದ್ದಲ್ಲಿ ಜಿಲ್ಲಾದ್ಯಂತ ಎಲ್ಲಾ ವಿದ್ಯಾರ್ಥಿಗಳನ್ನು ಸಂಘಟಿಸಿ ಹೋರಾಟ ಮಾಡಲಾಗುವುದು ಎಂದು ಎಚ್ಚರಿಸಿದರು. ಮನವಿ ಸಲ್ಲಿಸಿದ ಸಂದರ್ಭದಲ್ಲಿ ಸಂಘಟನೆಯ ಮುಖಂಡರು ಉಪಸ್ಥಿತರಿದ್ದರು. (1180, 425, 1336, 614)
logo-text-left: ಸಂಜೆ (578, 42, 629, 77)
newspaper-logo (578, 42, 718, 77)
